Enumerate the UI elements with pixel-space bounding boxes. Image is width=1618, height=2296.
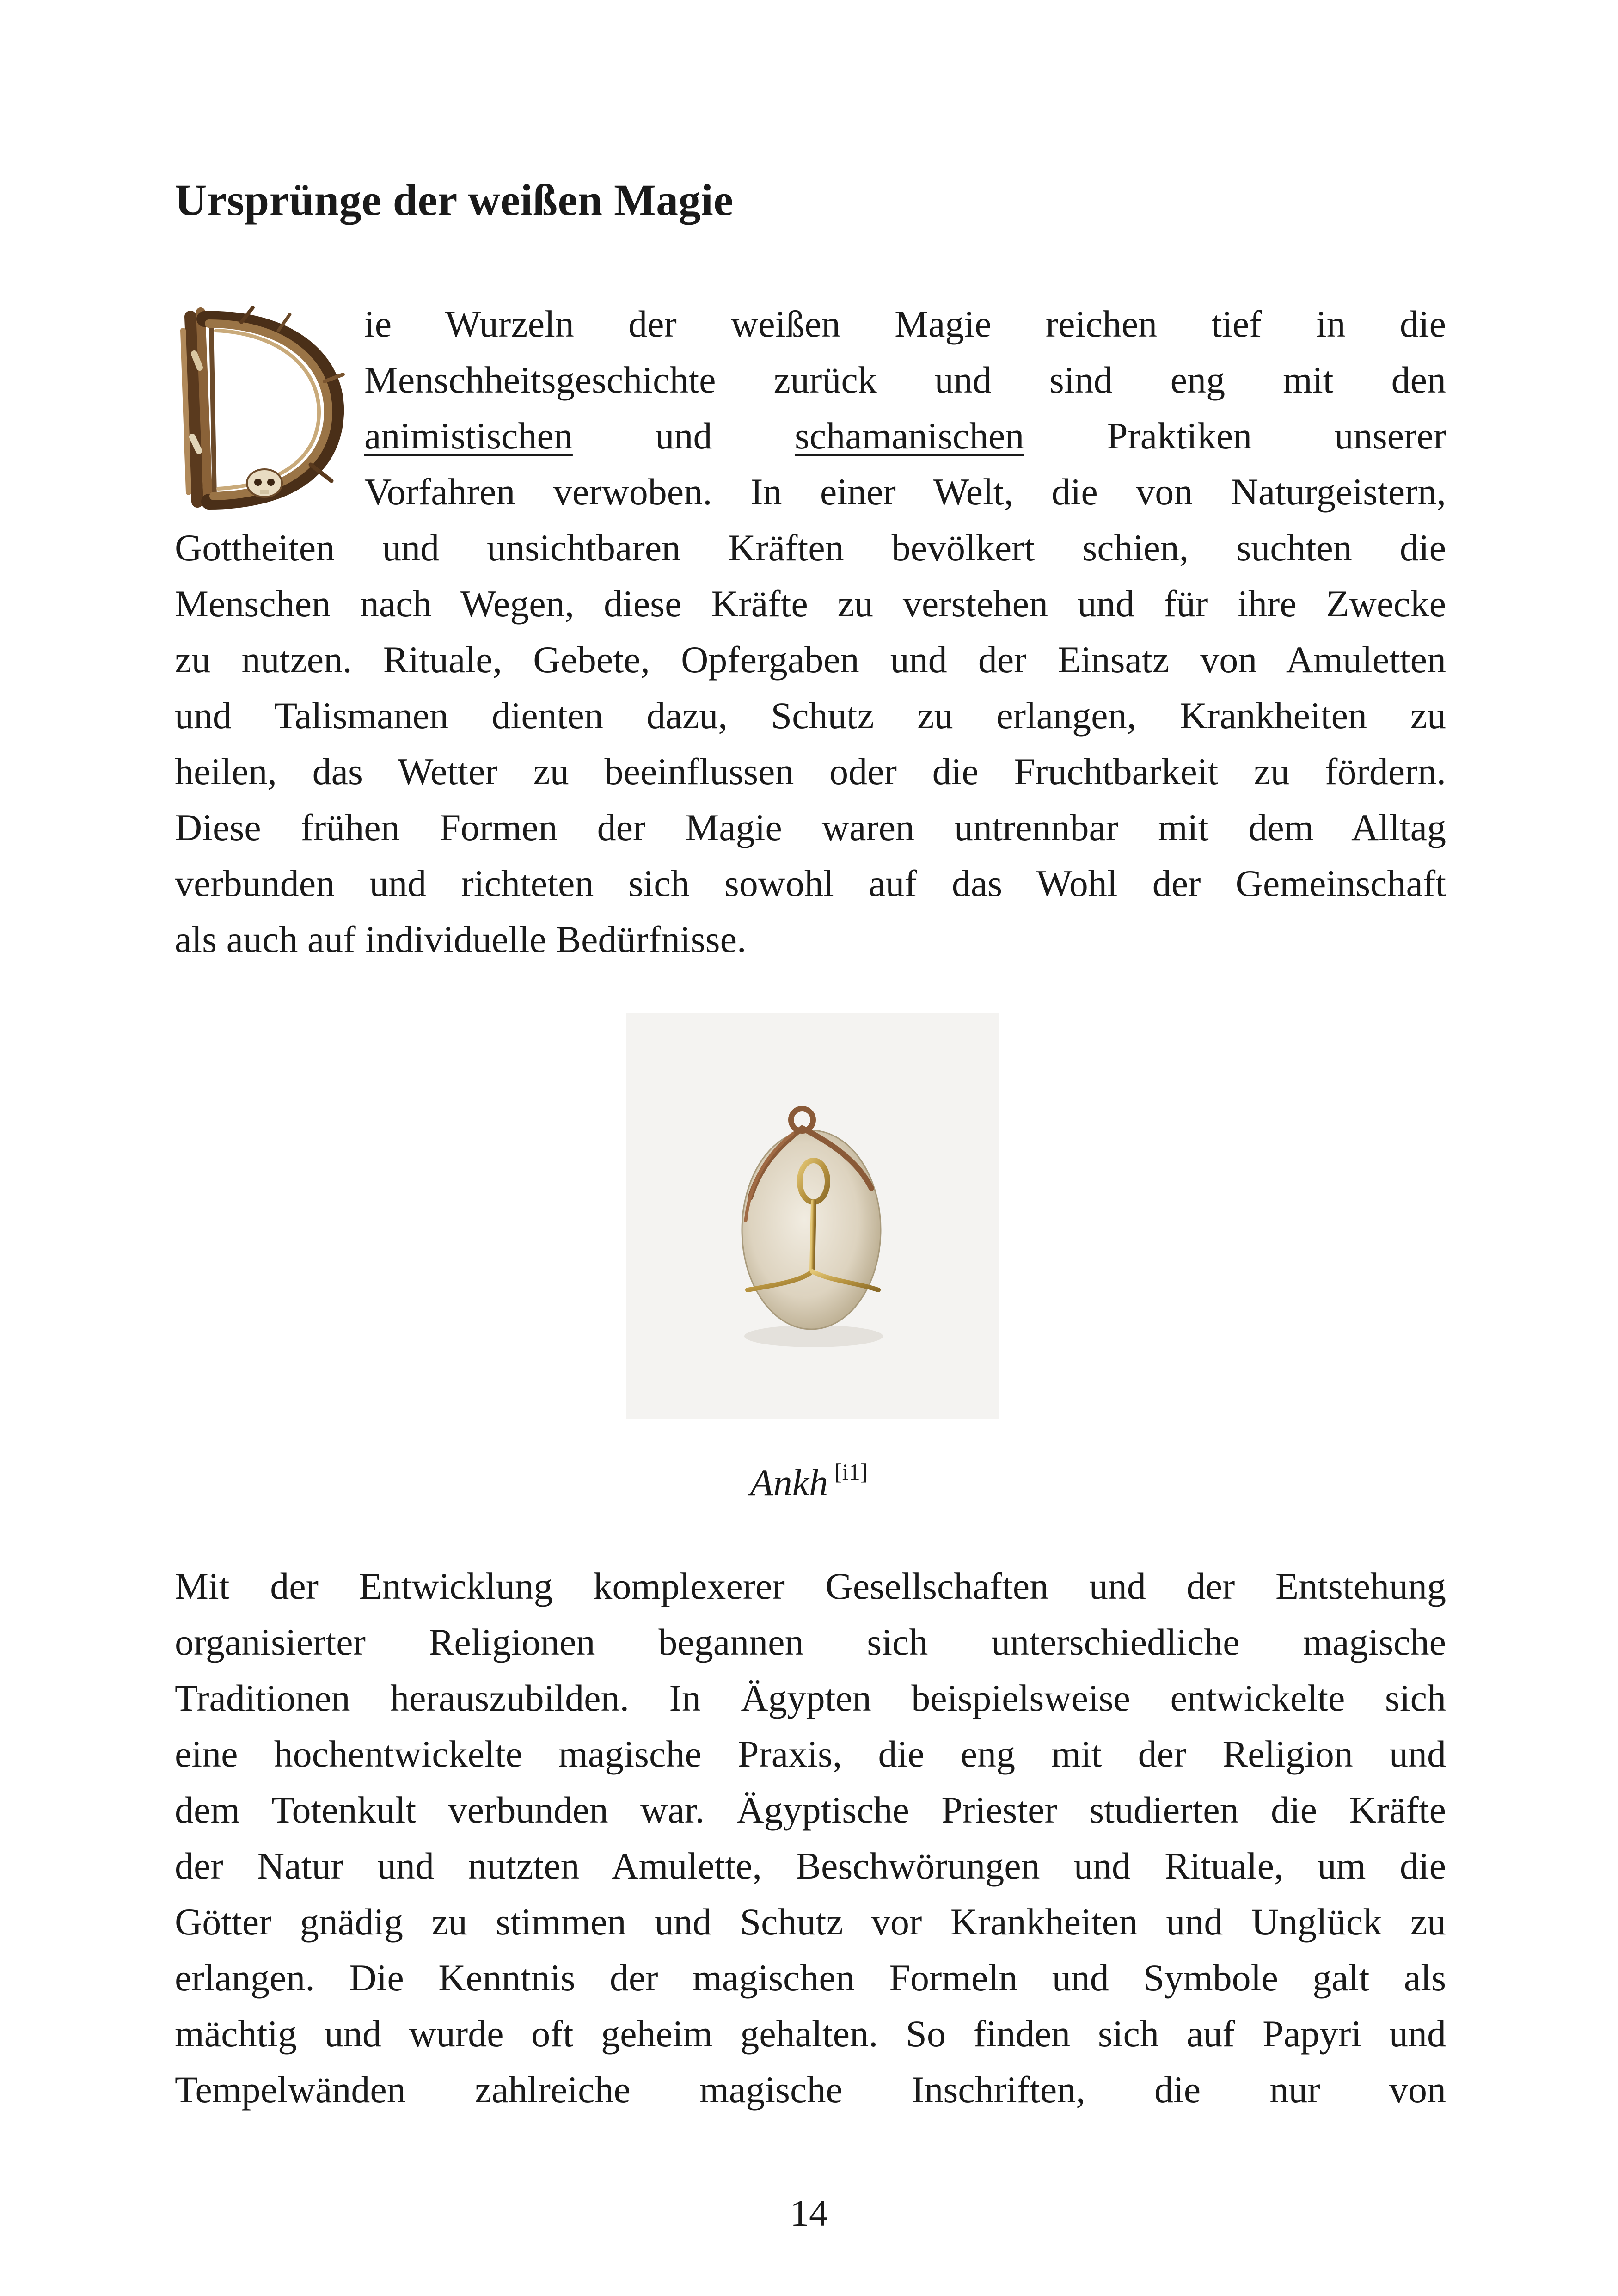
ankh-amulet-image (626, 1013, 999, 1419)
text-line: Tempelwänden zahlreiche magische Inschriften, die nur von (175, 2069, 1446, 2111)
text-line: als auch auf individuelle Bedürfnisse. (175, 918, 747, 960)
text-word: und (655, 415, 712, 457)
text-line: Menschen nach Wegen, diese Kräfte zu verstehen und für ihre Zwecke (175, 583, 1446, 625)
footnote-ref[interactable]: [i1] (834, 1459, 868, 1485)
text-line: der Natur und nutzten Amulette, Beschwörungen und Rituale, um die (175, 1845, 1446, 1887)
text-line: Menschheitsgeschichte zurück und sind eng mit den (364, 359, 1446, 401)
text-word: Praktiken (1106, 415, 1252, 457)
text-line: eine hochentwickelte magische Praxis, die eng mit der Religion und (175, 1733, 1446, 1775)
link-schamanischen[interactable]: schamanischen (794, 415, 1024, 457)
page-number: 14 (790, 2192, 828, 2234)
text-word: unserer (1334, 415, 1446, 457)
paragraph-origins (175, 296, 1446, 967)
text-line (364, 408, 1446, 464)
text-line: ie Wurzeln der weißen Magie reichen tief in die (364, 303, 1446, 345)
link-animistischen[interactable]: animistischen (364, 415, 573, 457)
caption-text: Ankh (750, 1461, 828, 1504)
text-line: verbunden und richteten sich sowohl auf das Wohl der Gemeinschaft (175, 862, 1446, 904)
text-line: erlangen. Die Kenntnis der magischen Formeln und Symbole galt als (175, 1957, 1446, 1999)
text-line: Götter gnädig zu stimmen und Schutz vor Krankheiten und Unglück zu (175, 1901, 1446, 1943)
text-line: dem Totenkult verbunden war. Ägyptische Priester studierten die Kräfte (175, 1789, 1446, 1831)
paragraph-egypt (175, 1558, 1446, 2118)
figure-caption (0, 1460, 1618, 1502)
text-line: und Talismanen dienten dazu, Schutz zu erlangen, Krankheiten zu (175, 694, 1446, 737)
text-line: Diese frühen Formen der Magie waren untrennbar mit dem Alltag (175, 806, 1446, 848)
text-line: organisierter Religionen begannen sich unterschiedliche magische (175, 1621, 1446, 1663)
text-line: mächtig und wurde oft geheim gehalten. So finden sich auf Papyri und (175, 2013, 1446, 2055)
text-line: Vorfahren verwoben. In einer Welt, die von Naturgeistern, (364, 471, 1446, 513)
page-title: Ursprünge der weißen Magie (175, 175, 734, 225)
text-line: Gottheiten und unsichtbaren Kräften bevölkert schien, suchten die (175, 527, 1446, 569)
text-line: Traditionen herauszubilden. In Ägypten beispielsweise entwickelte sich (175, 1677, 1446, 1719)
text-line: Mit der Entwicklung komplexerer Gesellschaften und der Entstehung (175, 1565, 1446, 1607)
text-line: heilen, das Wetter zu beeinflussen oder die Fruchtbarkeit zu fördern. (175, 750, 1446, 792)
text-line: zu nutzen. Rituale, Gebete, Opfergaben und der Einsatz von Amuletten (175, 638, 1446, 681)
